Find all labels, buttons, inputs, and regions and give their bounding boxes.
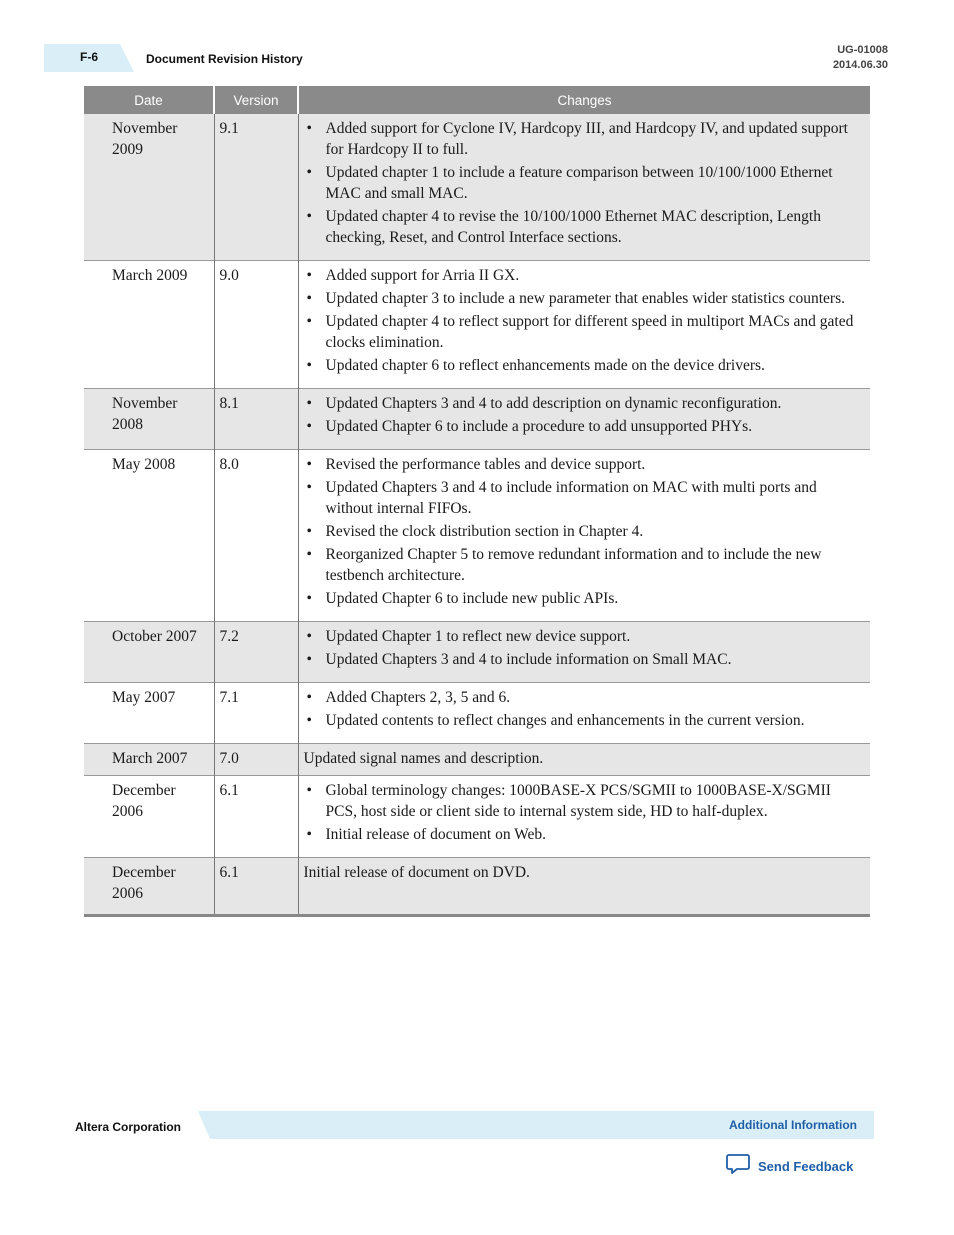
row-changes <box>298 776 870 858</box>
change-item: • Initial release of document on Web. <box>304 824 861 845</box>
column-header-date: Date <box>84 86 214 114</box>
table-row <box>84 683 870 744</box>
table-header-row <box>84 86 870 114</box>
row-date: May 2008 <box>112 456 176 473</box>
row-version: 9.0 <box>214 261 298 389</box>
row-date: May 2007 <box>112 689 176 706</box>
row-changes <box>298 114 870 261</box>
change-item: • Updated chapter 6 to reflect enhancements made on the device drivers. <box>304 355 861 376</box>
send-feedback-link[interactable] <box>726 1153 853 1179</box>
change-item: • Global terminology changes: 1000BASE-X PCS/SGMII to 1000BASE-X/SGMII PCS, host side or client side to internal system side, HD to half-duplex. <box>304 780 861 822</box>
section-title: Document Revision History <box>146 52 303 66</box>
doc-info <box>833 43 888 73</box>
change-item: • Updated Chapters 3 and 4 to include information on MAC with multi ports and without internal FIFOs. <box>304 477 861 519</box>
table-row <box>84 622 870 683</box>
change-item: • Updated Chapter 6 to include new public APIs. <box>304 588 861 609</box>
row-date: November 2009 <box>84 114 214 261</box>
doc-id: UG-01008 <box>837 44 888 56</box>
change-item: • Updated chapter 4 to reflect support for different speed in multiport MACs and gated clocks elimination. <box>304 311 861 353</box>
row-version: 8.0 <box>214 450 298 622</box>
change-item: • Added support for Arria II GX. <box>304 265 861 286</box>
row-version: 6.1 <box>214 776 298 858</box>
change-item: • Updated chapter 3 to include a new parameter that enables wider statistics counters. <box>304 288 861 309</box>
column-header-version: Version <box>214 86 298 114</box>
row-changes <box>298 683 870 744</box>
row-changes <box>298 622 870 683</box>
table-row <box>84 776 870 858</box>
change-item: • Added Chapters 2, 3, 5 and 6. <box>304 687 861 708</box>
row-date: March 2007 <box>84 744 214 776</box>
change-item: • Updated Chapter 6 to include a procedure to add unsupported PHYs. <box>304 416 861 437</box>
table-row <box>84 114 870 261</box>
row-date: December 2006 <box>84 858 214 916</box>
row-date: March 2009 <box>112 267 188 284</box>
row-changes <box>298 389 870 450</box>
row-version: 7.0 <box>214 744 298 776</box>
row-version: 9.1 <box>214 114 298 261</box>
change-item: • Updated chapter 1 to include a feature comparison between 10/100/1000 Ethernet MAC and small MAC. <box>304 162 861 204</box>
change-item: • Updated Chapter 1 to reflect new device support. <box>304 626 861 647</box>
doc-date: 2014.06.30 <box>832 59 888 71</box>
speech-bubble-icon <box>726 1153 750 1180</box>
change-item: • Added support for Cyclone IV, Hardcopy III, and Hardcopy IV, and updated support for Hardcopy II to full. <box>304 118 861 160</box>
row-version: 7.2 <box>214 622 298 683</box>
row-date: December 2006 <box>112 782 176 820</box>
row-version: 6.1 <box>214 858 298 916</box>
row-changes <box>298 261 870 389</box>
change-item: • Updated contents to reflect changes and enhancements in the current version. <box>304 710 861 731</box>
column-header-changes: Changes <box>298 86 870 114</box>
change-item: • Updated chapter 4 to revise the 10/100/1000 Ethernet MAC description, Length checking, Reset, and Control Interface sections. <box>304 206 861 248</box>
row-date: October 2007 <box>84 622 214 683</box>
row-version: 7.1 <box>214 683 298 744</box>
row-date: November 2008 <box>84 389 214 450</box>
row-changes <box>298 450 870 622</box>
change-item: • Reorganized Chapter 5 to remove redundant information and to include the new testbench architecture. <box>304 544 861 586</box>
change-item: • Revised the performance tables and device support. <box>304 454 861 475</box>
change-item: • Updated Chapters 3 and 4 to add description on dynamic reconfiguration. <box>304 393 861 414</box>
row-version: 8.1 <box>214 389 298 450</box>
change-item: • Updated Chapters 3 and 4 to include information on Small MAC. <box>304 649 861 670</box>
table-row <box>84 744 870 776</box>
row-changes: Initial release of document on DVD. <box>298 858 870 916</box>
change-item: • Revised the clock distribution section in Chapter 4. <box>304 521 861 542</box>
table-row <box>84 858 870 916</box>
table-row <box>84 261 870 389</box>
additional-information-link[interactable]: Additional Information <box>729 1118 857 1132</box>
send-feedback-label: Send Feedback <box>758 1158 854 1174</box>
table-row <box>84 450 870 622</box>
table-row <box>84 389 870 450</box>
page-number: F-6 <box>80 50 98 64</box>
row-changes: Updated signal names and description. <box>298 744 870 776</box>
revision-history-table <box>84 86 870 917</box>
company-name: Altera Corporation <box>75 1120 182 1134</box>
